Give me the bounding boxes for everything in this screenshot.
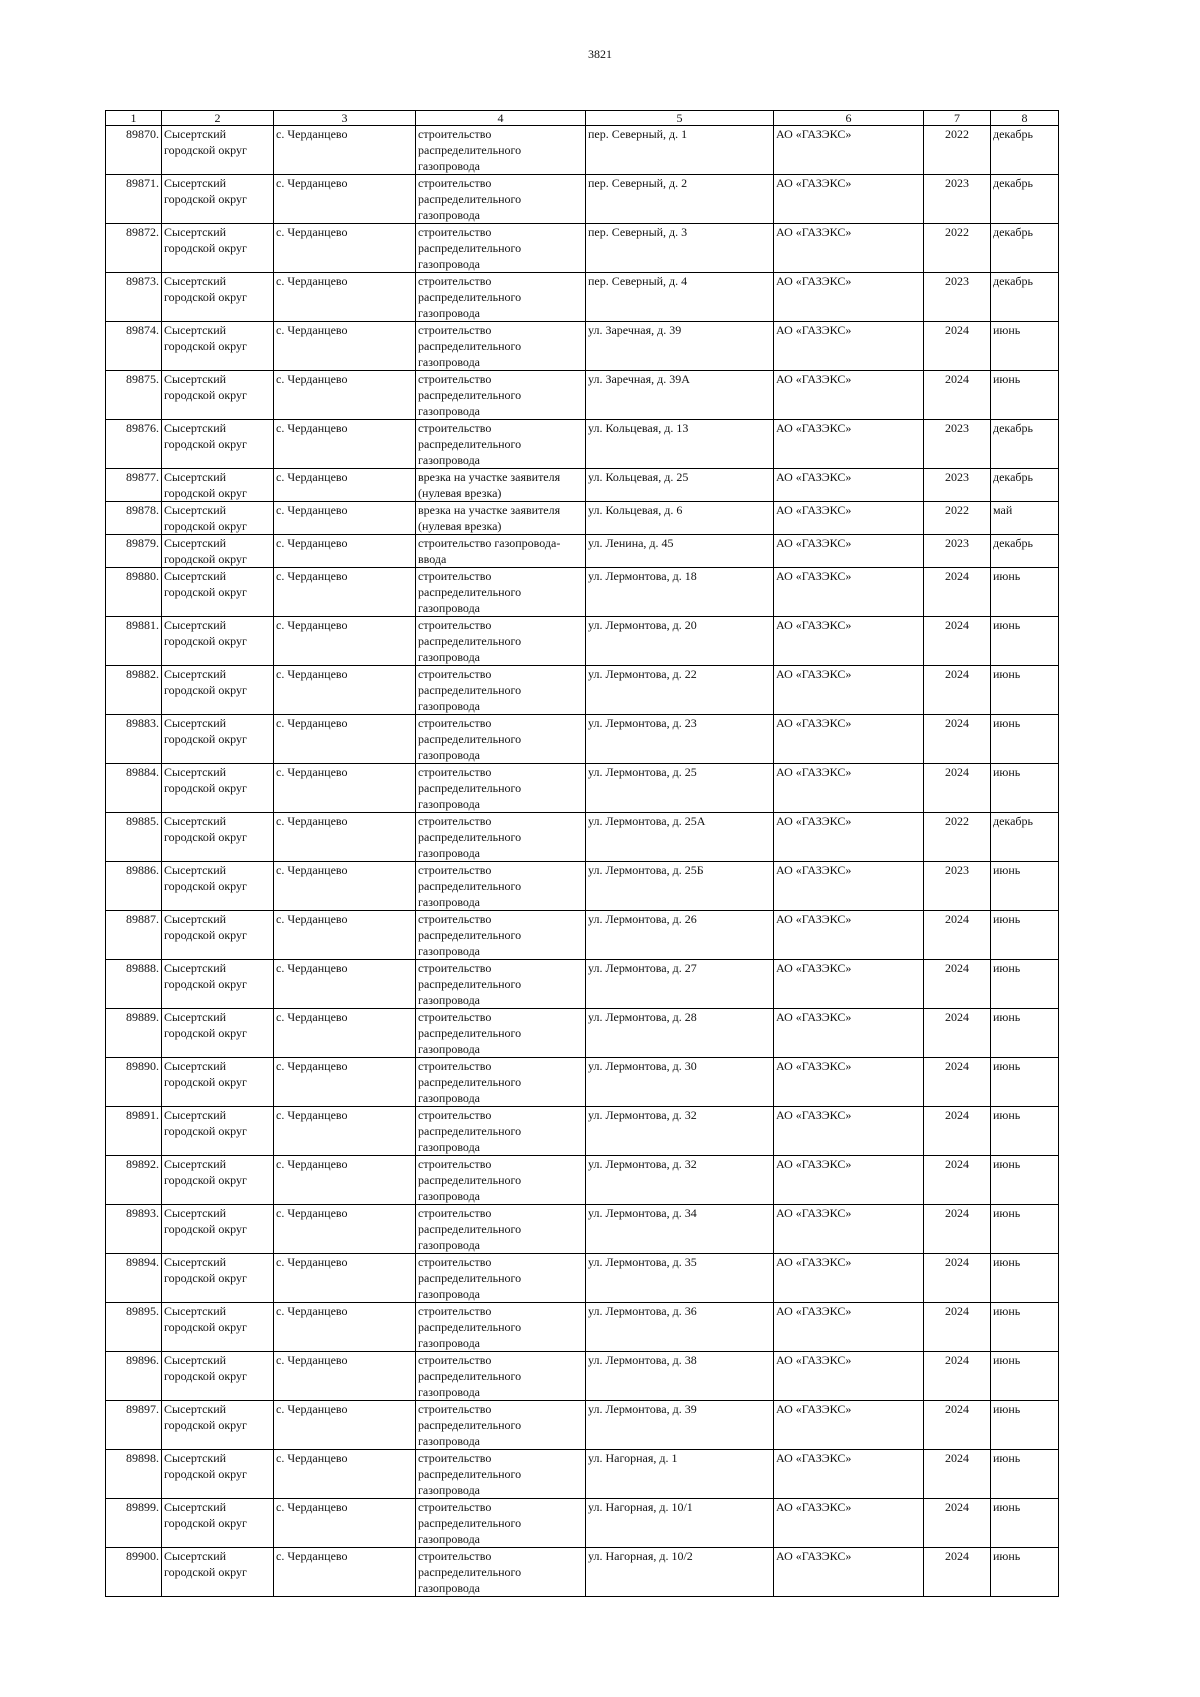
work-type-cell: строительство распределительного газопровода xyxy=(416,273,586,322)
row-number-cell: 89896. xyxy=(106,1352,162,1401)
address-cell: ул. Лермонтова, д. 26 xyxy=(586,911,774,960)
address-cell: ул. Заречная, д. 39А xyxy=(586,371,774,420)
settlement-cell: с. Черданцево xyxy=(274,420,416,469)
address-cell: ул. Лермонтова, д. 23 xyxy=(586,715,774,764)
year-cell: 2024 xyxy=(924,1107,991,1156)
header-row xyxy=(106,111,1059,126)
month-cell: июнь xyxy=(991,1254,1059,1303)
district-cell: Сысертский городской округ xyxy=(162,1107,274,1156)
year-cell: 2022 xyxy=(924,126,991,175)
month-cell: июнь xyxy=(991,322,1059,371)
table-body xyxy=(106,126,1059,1597)
row-number-cell: 89883. xyxy=(106,715,162,764)
row-number-cell: 89887. xyxy=(106,911,162,960)
organization-cell: АО «ГАЗЭКС» xyxy=(774,617,924,666)
row-number-cell: 89892. xyxy=(106,1156,162,1205)
district-cell: Сысертский городской округ xyxy=(162,1009,274,1058)
work-type-cell: строительство распределительного газопровода xyxy=(416,175,586,224)
work-type-cell: строительство распределительного газопровода xyxy=(416,371,586,420)
column-header: 4 xyxy=(416,111,586,126)
row-number-cell: 89878. xyxy=(106,502,162,535)
work-type-cell: строительство распределительного газопровода xyxy=(416,420,586,469)
settlement-cell: с. Черданцево xyxy=(274,666,416,715)
month-cell: декабрь xyxy=(991,273,1059,322)
organization-cell: АО «ГАЗЭКС» xyxy=(774,175,924,224)
table-row xyxy=(106,1107,1059,1156)
year-cell: 2023 xyxy=(924,535,991,568)
organization-cell: АО «ГАЗЭКС» xyxy=(774,469,924,502)
district-cell: Сысертский городской округ xyxy=(162,960,274,1009)
district-cell: Сысертский городской округ xyxy=(162,371,274,420)
settlement-cell: с. Черданцево xyxy=(274,617,416,666)
settlement-cell: с. Черданцево xyxy=(274,960,416,1009)
year-cell: 2024 xyxy=(924,1254,991,1303)
row-number-cell: 89874. xyxy=(106,322,162,371)
table-row xyxy=(106,224,1059,273)
month-cell: июнь xyxy=(991,960,1059,1009)
address-cell: пер. Северный, д. 3 xyxy=(586,224,774,273)
row-number-cell: 89876. xyxy=(106,420,162,469)
month-cell: июнь xyxy=(991,1009,1059,1058)
settlement-cell: с. Черданцево xyxy=(274,535,416,568)
month-cell: июнь xyxy=(991,568,1059,617)
settlement-cell: с. Черданцево xyxy=(274,715,416,764)
organization-cell: АО «ГАЗЭКС» xyxy=(774,1156,924,1205)
month-cell: июнь xyxy=(991,371,1059,420)
row-number-cell: 89893. xyxy=(106,1205,162,1254)
table-row xyxy=(106,1450,1059,1499)
work-type-cell: строительство распределительного газопровода xyxy=(416,1499,586,1548)
district-cell: Сысертский городской округ xyxy=(162,1205,274,1254)
table-row xyxy=(106,1009,1059,1058)
row-number-cell: 89888. xyxy=(106,960,162,1009)
address-cell: ул. Заречная, д. 39 xyxy=(586,322,774,371)
settlement-cell: с. Черданцево xyxy=(274,371,416,420)
column-header: 2 xyxy=(162,111,274,126)
work-type-cell: строительство распределительного газопровода xyxy=(416,126,586,175)
settlement-cell: с. Черданцево xyxy=(274,1352,416,1401)
organization-cell: АО «ГАЗЭКС» xyxy=(774,1450,924,1499)
work-type-cell: строительство газопровода-ввода xyxy=(416,535,586,568)
address-cell: ул. Лермонтова, д. 30 xyxy=(586,1058,774,1107)
table-row xyxy=(106,1058,1059,1107)
organization-cell: АО «ГАЗЭКС» xyxy=(774,764,924,813)
year-cell: 2024 xyxy=(924,1401,991,1450)
month-cell: июнь xyxy=(991,1352,1059,1401)
row-number-cell: 89891. xyxy=(106,1107,162,1156)
row-number-cell: 89886. xyxy=(106,862,162,911)
organization-cell: АО «ГАЗЭКС» xyxy=(774,1548,924,1597)
address-cell: ул. Нагорная, д. 10/2 xyxy=(586,1548,774,1597)
work-type-cell: строительство распределительного газопровода xyxy=(416,1352,586,1401)
district-cell: Сысертский городской округ xyxy=(162,715,274,764)
month-cell: июнь xyxy=(991,1205,1059,1254)
organization-cell: АО «ГАЗЭКС» xyxy=(774,1352,924,1401)
row-number-cell: 89899. xyxy=(106,1499,162,1548)
work-type-cell: строительство распределительного газопровода xyxy=(416,617,586,666)
work-type-cell: строительство распределительного газопровода xyxy=(416,1009,586,1058)
address-cell: ул. Кольцевая, д. 6 xyxy=(586,502,774,535)
month-cell: июнь xyxy=(991,911,1059,960)
work-type-cell: строительство распределительного газопровода xyxy=(416,1205,586,1254)
address-cell: ул. Лермонтова, д. 32 xyxy=(586,1107,774,1156)
year-cell: 2024 xyxy=(924,1303,991,1352)
address-cell: ул. Лермонтова, д. 25 xyxy=(586,764,774,813)
month-cell: декабрь xyxy=(991,469,1059,502)
work-type-cell: строительство распределительного газопровода xyxy=(416,715,586,764)
page-number: 3821 xyxy=(588,47,612,61)
organization-cell: АО «ГАЗЭКС» xyxy=(774,862,924,911)
table-header xyxy=(106,111,1059,126)
district-cell: Сысертский городской округ xyxy=(162,1303,274,1352)
work-type-cell: строительство распределительного газопровода xyxy=(416,764,586,813)
year-cell: 2023 xyxy=(924,175,991,224)
address-cell: ул. Кольцевая, д. 25 xyxy=(586,469,774,502)
column-header: 5 xyxy=(586,111,774,126)
year-cell: 2024 xyxy=(924,322,991,371)
district-cell: Сысертский городской округ xyxy=(162,911,274,960)
settlement-cell: с. Черданцево xyxy=(274,1303,416,1352)
organization-cell: АО «ГАЗЭКС» xyxy=(774,568,924,617)
row-number-cell: 89870. xyxy=(106,126,162,175)
address-cell: ул. Лермонтова, д. 27 xyxy=(586,960,774,1009)
table-row xyxy=(106,764,1059,813)
month-cell: июнь xyxy=(991,1107,1059,1156)
district-cell: Сысертский городской округ xyxy=(162,1352,274,1401)
table-row xyxy=(106,1303,1059,1352)
work-type-cell: строительство распределительного газопровода xyxy=(416,1254,586,1303)
year-cell: 2024 xyxy=(924,960,991,1009)
table-row xyxy=(106,273,1059,322)
address-cell: пер. Северный, д. 2 xyxy=(586,175,774,224)
organization-cell: АО «ГАЗЭКС» xyxy=(774,224,924,273)
table-row xyxy=(106,371,1059,420)
district-cell: Сысертский городской округ xyxy=(162,1401,274,1450)
district-cell: Сысертский городской округ xyxy=(162,764,274,813)
district-cell: Сысертский городской округ xyxy=(162,126,274,175)
table-row xyxy=(106,911,1059,960)
address-cell: ул. Нагорная, д. 10/1 xyxy=(586,1499,774,1548)
work-type-cell: строительство распределительного газопровода xyxy=(416,1401,586,1450)
year-cell: 2022 xyxy=(924,502,991,535)
settlement-cell: с. Черданцево xyxy=(274,126,416,175)
month-cell: июнь xyxy=(991,617,1059,666)
table-row xyxy=(106,1205,1059,1254)
year-cell: 2024 xyxy=(924,371,991,420)
month-cell: июнь xyxy=(991,666,1059,715)
organization-cell: АО «ГАЗЭКС» xyxy=(774,1254,924,1303)
work-type-cell: строительство распределительного газопровода xyxy=(416,1548,586,1597)
settlement-cell: с. Черданцево xyxy=(274,911,416,960)
year-cell: 2024 xyxy=(924,1156,991,1205)
organization-cell: АО «ГАЗЭКС» xyxy=(774,715,924,764)
table-row xyxy=(106,862,1059,911)
month-cell: декабрь xyxy=(991,535,1059,568)
address-cell: ул. Лермонтова, д. 38 xyxy=(586,1352,774,1401)
district-cell: Сысертский городской округ xyxy=(162,862,274,911)
row-number-cell: 89880. xyxy=(106,568,162,617)
table-row xyxy=(106,469,1059,502)
work-type-cell: врезка на участке заявителя (нулевая врезка) xyxy=(416,502,586,535)
district-cell: Сысертский городской округ xyxy=(162,1450,274,1499)
month-cell: июнь xyxy=(991,1401,1059,1450)
settlement-cell: с. Черданцево xyxy=(274,1009,416,1058)
row-number-cell: 89895. xyxy=(106,1303,162,1352)
table-row xyxy=(106,1352,1059,1401)
address-cell: ул. Лермонтова, д. 34 xyxy=(586,1205,774,1254)
work-type-cell: строительство распределительного газопровода xyxy=(416,666,586,715)
organization-cell: АО «ГАЗЭКС» xyxy=(774,1058,924,1107)
settlement-cell: с. Черданцево xyxy=(274,322,416,371)
year-cell: 2024 xyxy=(924,764,991,813)
district-cell: Сысертский городской округ xyxy=(162,469,274,502)
year-cell: 2022 xyxy=(924,813,991,862)
organization-cell: АО «ГАЗЭКС» xyxy=(774,1499,924,1548)
row-number-cell: 89875. xyxy=(106,371,162,420)
settlement-cell: с. Черданцево xyxy=(274,1499,416,1548)
column-header: 8 xyxy=(991,111,1059,126)
district-cell: Сысертский городской округ xyxy=(162,273,274,322)
year-cell: 2023 xyxy=(924,273,991,322)
work-type-cell: строительство распределительного газопровода xyxy=(416,1058,586,1107)
address-cell: пер. Северный, д. 4 xyxy=(586,273,774,322)
month-cell: июнь xyxy=(991,1303,1059,1352)
table-row xyxy=(106,126,1059,175)
organization-cell: АО «ГАЗЭКС» xyxy=(774,273,924,322)
settlement-cell: с. Черданцево xyxy=(274,502,416,535)
settlement-cell: с. Черданцево xyxy=(274,273,416,322)
column-header: 6 xyxy=(774,111,924,126)
table-row xyxy=(106,502,1059,535)
organization-cell: АО «ГАЗЭКС» xyxy=(774,371,924,420)
table-row xyxy=(106,322,1059,371)
year-cell: 2023 xyxy=(924,420,991,469)
work-type-cell: строительство распределительного газопровода xyxy=(416,224,586,273)
year-cell: 2024 xyxy=(924,617,991,666)
work-type-cell: строительство распределительного газопровода xyxy=(416,1156,586,1205)
settlement-cell: с. Черданцево xyxy=(274,469,416,502)
month-cell: июнь xyxy=(991,1548,1059,1597)
row-number-cell: 89889. xyxy=(106,1009,162,1058)
settlement-cell: с. Черданцево xyxy=(274,224,416,273)
table-row xyxy=(106,617,1059,666)
district-cell: Сысертский городской округ xyxy=(162,1499,274,1548)
district-cell: Сысертский городской округ xyxy=(162,617,274,666)
year-cell: 2024 xyxy=(924,1499,991,1548)
organization-cell: АО «ГАЗЭКС» xyxy=(774,911,924,960)
settlement-cell: с. Черданцево xyxy=(274,862,416,911)
work-type-cell: строительство распределительного газопровода xyxy=(416,568,586,617)
address-cell: ул. Лермонтова, д. 39 xyxy=(586,1401,774,1450)
year-cell: 2024 xyxy=(924,1058,991,1107)
year-cell: 2024 xyxy=(924,1205,991,1254)
organization-cell: АО «ГАЗЭКС» xyxy=(774,126,924,175)
table-row xyxy=(106,960,1059,1009)
address-cell: ул. Лермонтова, д. 28 xyxy=(586,1009,774,1058)
row-number-cell: 89873. xyxy=(106,273,162,322)
district-cell: Сысертский городской округ xyxy=(162,1156,274,1205)
organization-cell: АО «ГАЗЭКС» xyxy=(774,960,924,1009)
month-cell: декабрь xyxy=(991,224,1059,273)
year-cell: 2024 xyxy=(924,1352,991,1401)
address-cell: ул. Лермонтова, д. 20 xyxy=(586,617,774,666)
month-cell: июнь xyxy=(991,764,1059,813)
work-type-cell: строительство распределительного газопровода xyxy=(416,862,586,911)
table-row xyxy=(106,535,1059,568)
work-type-cell: строительство распределительного газопровода xyxy=(416,911,586,960)
district-cell: Сысертский городской округ xyxy=(162,322,274,371)
organization-cell: АО «ГАЗЭКС» xyxy=(774,1401,924,1450)
district-cell: Сысертский городской округ xyxy=(162,175,274,224)
district-cell: Сысертский городской округ xyxy=(162,1254,274,1303)
table-row xyxy=(106,1156,1059,1205)
registry-table xyxy=(105,110,1059,1597)
settlement-cell: с. Черданцево xyxy=(274,1058,416,1107)
row-number-cell: 89897. xyxy=(106,1401,162,1450)
month-cell: июнь xyxy=(991,862,1059,911)
address-cell: ул. Лермонтова, д. 25Б xyxy=(586,862,774,911)
work-type-cell: строительство распределительного газопровода xyxy=(416,813,586,862)
row-number-cell: 89884. xyxy=(106,764,162,813)
month-cell: июнь xyxy=(991,715,1059,764)
address-cell: ул. Лермонтова, д. 36 xyxy=(586,1303,774,1352)
column-header: 3 xyxy=(274,111,416,126)
settlement-cell: с. Черданцево xyxy=(274,175,416,224)
settlement-cell: с. Черданцево xyxy=(274,1107,416,1156)
organization-cell: АО «ГАЗЭКС» xyxy=(774,420,924,469)
settlement-cell: с. Черданцево xyxy=(274,813,416,862)
settlement-cell: с. Черданцево xyxy=(274,1156,416,1205)
settlement-cell: с. Черданцево xyxy=(274,764,416,813)
organization-cell: АО «ГАЗЭКС» xyxy=(774,1009,924,1058)
address-cell: ул. Нагорная, д. 1 xyxy=(586,1450,774,1499)
settlement-cell: с. Черданцево xyxy=(274,1254,416,1303)
row-number-cell: 89885. xyxy=(106,813,162,862)
table-row xyxy=(106,568,1059,617)
month-cell: декабрь xyxy=(991,126,1059,175)
address-cell: ул. Лермонтова, д. 25А xyxy=(586,813,774,862)
district-cell: Сысертский городской округ xyxy=(162,502,274,535)
settlement-cell: с. Черданцево xyxy=(274,568,416,617)
column-header: 7 xyxy=(924,111,991,126)
table-row xyxy=(106,1548,1059,1597)
row-number-cell: 89872. xyxy=(106,224,162,273)
month-cell: июнь xyxy=(991,1499,1059,1548)
district-cell: Сысертский городской округ xyxy=(162,1058,274,1107)
month-cell: май xyxy=(991,502,1059,535)
year-cell: 2024 xyxy=(924,1548,991,1597)
organization-cell: АО «ГАЗЭКС» xyxy=(774,502,924,535)
row-number-cell: 89871. xyxy=(106,175,162,224)
row-number-cell: 89879. xyxy=(106,535,162,568)
organization-cell: АО «ГАЗЭКС» xyxy=(774,322,924,371)
year-cell: 2023 xyxy=(924,469,991,502)
work-type-cell: строительство распределительного газопровода xyxy=(416,1107,586,1156)
organization-cell: АО «ГАЗЭКС» xyxy=(774,1107,924,1156)
table-row xyxy=(106,1401,1059,1450)
table-row xyxy=(106,1499,1059,1548)
column-header: 1 xyxy=(106,111,162,126)
settlement-cell: с. Черданцево xyxy=(274,1450,416,1499)
table-row xyxy=(106,420,1059,469)
year-cell: 2024 xyxy=(924,1009,991,1058)
table-row xyxy=(106,813,1059,862)
work-type-cell: строительство распределительного газопровода xyxy=(416,1303,586,1352)
address-cell: ул. Лермонтова, д. 35 xyxy=(586,1254,774,1303)
district-cell: Сысертский городской округ xyxy=(162,666,274,715)
year-cell: 2024 xyxy=(924,666,991,715)
organization-cell: АО «ГАЗЭКС» xyxy=(774,666,924,715)
district-cell: Сысертский городской округ xyxy=(162,420,274,469)
month-cell: июнь xyxy=(991,1058,1059,1107)
month-cell: июнь xyxy=(991,1450,1059,1499)
year-cell: 2023 xyxy=(924,862,991,911)
row-number-cell: 89894. xyxy=(106,1254,162,1303)
year-cell: 2024 xyxy=(924,1450,991,1499)
table-row xyxy=(106,715,1059,764)
month-cell: июнь xyxy=(991,1156,1059,1205)
year-cell: 2024 xyxy=(924,568,991,617)
work-type-cell: строительство распределительного газопровода xyxy=(416,960,586,1009)
row-number-cell: 89900. xyxy=(106,1548,162,1597)
address-cell: ул. Лермонтова, д. 32 xyxy=(586,1156,774,1205)
organization-cell: АО «ГАЗЭКС» xyxy=(774,535,924,568)
address-cell: пер. Северный, д. 1 xyxy=(586,126,774,175)
address-cell: ул. Ленина, д. 45 xyxy=(586,535,774,568)
row-number-cell: 89877. xyxy=(106,469,162,502)
row-number-cell: 89890. xyxy=(106,1058,162,1107)
address-cell: ул. Лермонтова, д. 22 xyxy=(586,666,774,715)
organization-cell: АО «ГАЗЭКС» xyxy=(774,1303,924,1352)
row-number-cell: 89898. xyxy=(106,1450,162,1499)
month-cell: декабрь xyxy=(991,813,1059,862)
district-cell: Сысертский городской округ xyxy=(162,1548,274,1597)
work-type-cell: строительство распределительного газопровода xyxy=(416,1450,586,1499)
settlement-cell: с. Черданцево xyxy=(274,1548,416,1597)
district-cell: Сысертский городской округ xyxy=(162,568,274,617)
organization-cell: АО «ГАЗЭКС» xyxy=(774,813,924,862)
table-row xyxy=(106,666,1059,715)
year-cell: 2024 xyxy=(924,911,991,960)
month-cell: декабрь xyxy=(991,175,1059,224)
settlement-cell: с. Черданцево xyxy=(274,1401,416,1450)
settlement-cell: с. Черданцево xyxy=(274,1205,416,1254)
month-cell: декабрь xyxy=(991,420,1059,469)
year-cell: 2022 xyxy=(924,224,991,273)
table-row xyxy=(106,175,1059,224)
work-type-cell: строительство распределительного газопровода xyxy=(416,322,586,371)
year-cell: 2024 xyxy=(924,715,991,764)
organization-cell: АО «ГАЗЭКС» xyxy=(774,1205,924,1254)
table-row xyxy=(106,1254,1059,1303)
district-cell: Сысертский городской округ xyxy=(162,224,274,273)
work-type-cell: врезка на участке заявителя (нулевая врезка) xyxy=(416,469,586,502)
address-cell: ул. Кольцевая, д. 13 xyxy=(586,420,774,469)
row-number-cell: 89882. xyxy=(106,666,162,715)
address-cell: ул. Лермонтова, д. 18 xyxy=(586,568,774,617)
district-cell: Сысертский городской округ xyxy=(162,535,274,568)
district-cell: Сысертский городской округ xyxy=(162,813,274,862)
row-number-cell: 89881. xyxy=(106,617,162,666)
